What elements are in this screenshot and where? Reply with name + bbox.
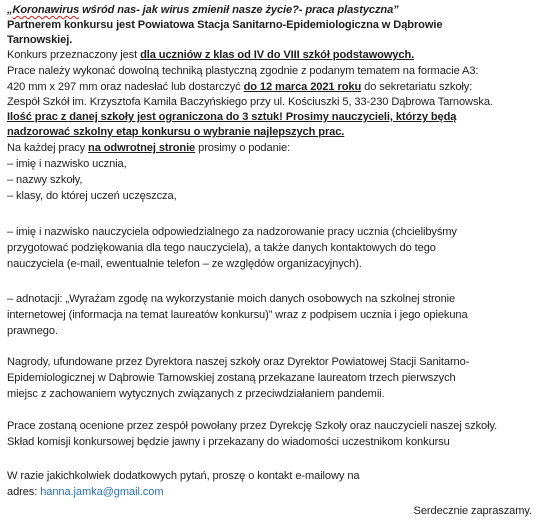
back-side-instruction: Na każdej pracy na odwrotnej stronie prosimy o podanie: (7, 142, 291, 154)
prizes-line-2: Epidemiologicznej w Dąbrowie Tarnowskiej zostaną przekazane laureatom trzech pierwszych (7, 372, 456, 384)
list-item: – imię i nazwisko ucznia, (7, 158, 127, 170)
school-address: Zespół Szkół im. Krzysztofa Kamila Baczyńskiego przy ul. Kościuszki 5, 33-230 Dąbrowa Tarnowska. (7, 96, 493, 108)
jury-line-1: Prace zostaną ocenione przez zespół powołany przez Dyrekcję Szkoły oraz nauczycieli naszej szkoły. (7, 420, 498, 432)
format-line-1: Prace należy wykonać dowolną techniką plastyczną zgodnie z podanym tematem na formacie A3: (7, 65, 479, 77)
teacher-line-3: nauczyciela (e-mail, ewentualnie telefon – ze względów organizacyjnych). (7, 258, 362, 270)
limit-line-2: nadzorować szkolny etap konkursu o wybranie najlepszych prac. (7, 126, 345, 138)
list-item: – nazwy szkoły, (7, 174, 83, 186)
prizes-line-1: Nagrody, ufundowane przez Dyrektora naszej szkoły oraz Dyrektor Powiatowej Stacji Sanitarno- (7, 356, 470, 368)
list-item: – klasy, do której uczeń uczęszcza, (7, 190, 177, 202)
closing-signature: Serdecznie zapraszamy. (413, 505, 532, 517)
contest-title: „Koronawirus wśród nas- jak wirus zmienił nasze życie?- praca plastyczna” (7, 4, 399, 16)
format-line-2: 420 mm x 297 mm oraz nadesłać lub dostarczyć do 12 marca 2021 roku do sekretariatu szkoły: (7, 81, 473, 93)
teacher-line-1: – imię i nazwisko nauczyciela odpowiedzialnego za nadzorowanie pracy ucznia (chcielibyśmy (7, 226, 457, 238)
partner-line-1: Partnerem konkursu jest Powiatowa Stacja Sanitarno-Epidemiologiczna w Dąbrowie (7, 19, 443, 31)
email-link[interactable]: hanna.jamka@gmail.com (40, 486, 164, 498)
consent-line-1: – adnotacji: „Wyrażam zgodę na wykorzystanie moich danych osobowych na szkolnej stronie (7, 293, 456, 305)
jury-line-2: Skład komisji konkursowej będzie jawny i przekazany do wiadomości uczestnikom konkursu (7, 436, 450, 448)
misspelled-word: Koronawirus (12, 4, 80, 16)
consent-line-3: prawnego. (7, 325, 58, 337)
contact-line-2: adres: hanna.jamka@gmail.com (7, 486, 164, 498)
prizes-line-3: miejsc z zachowaniem wytycznych związanych z przeciwdziałaniem pandemii. (7, 388, 385, 400)
teacher-line-2: przygotować podziękowania dla tego nauczyciela), a także danych kontaktowych do tego (7, 242, 436, 254)
contact-line-1: W razie jakichkolwiek dodatkowych pytań, proszę o kontakt e-mailowy na (7, 470, 360, 482)
target-audience: Konkurs przeznaczony jest dla uczniów z klas od IV do VIII szkół podstawowych. (7, 49, 415, 61)
limit-line-1: Ilość prac z danej szkoły jest ograniczona do 3 sztuk! Prosimy nauczycieli, którzy będą (7, 111, 457, 123)
consent-line-2: internetowej (informacja na temat laureatów konkursu)” wraz z podpisem ucznia i jego opiekuna (7, 309, 468, 321)
partner-line-2: Tarnowskiej. (7, 34, 73, 46)
deadline: do 12 marca 2021 roku (243, 81, 362, 93)
